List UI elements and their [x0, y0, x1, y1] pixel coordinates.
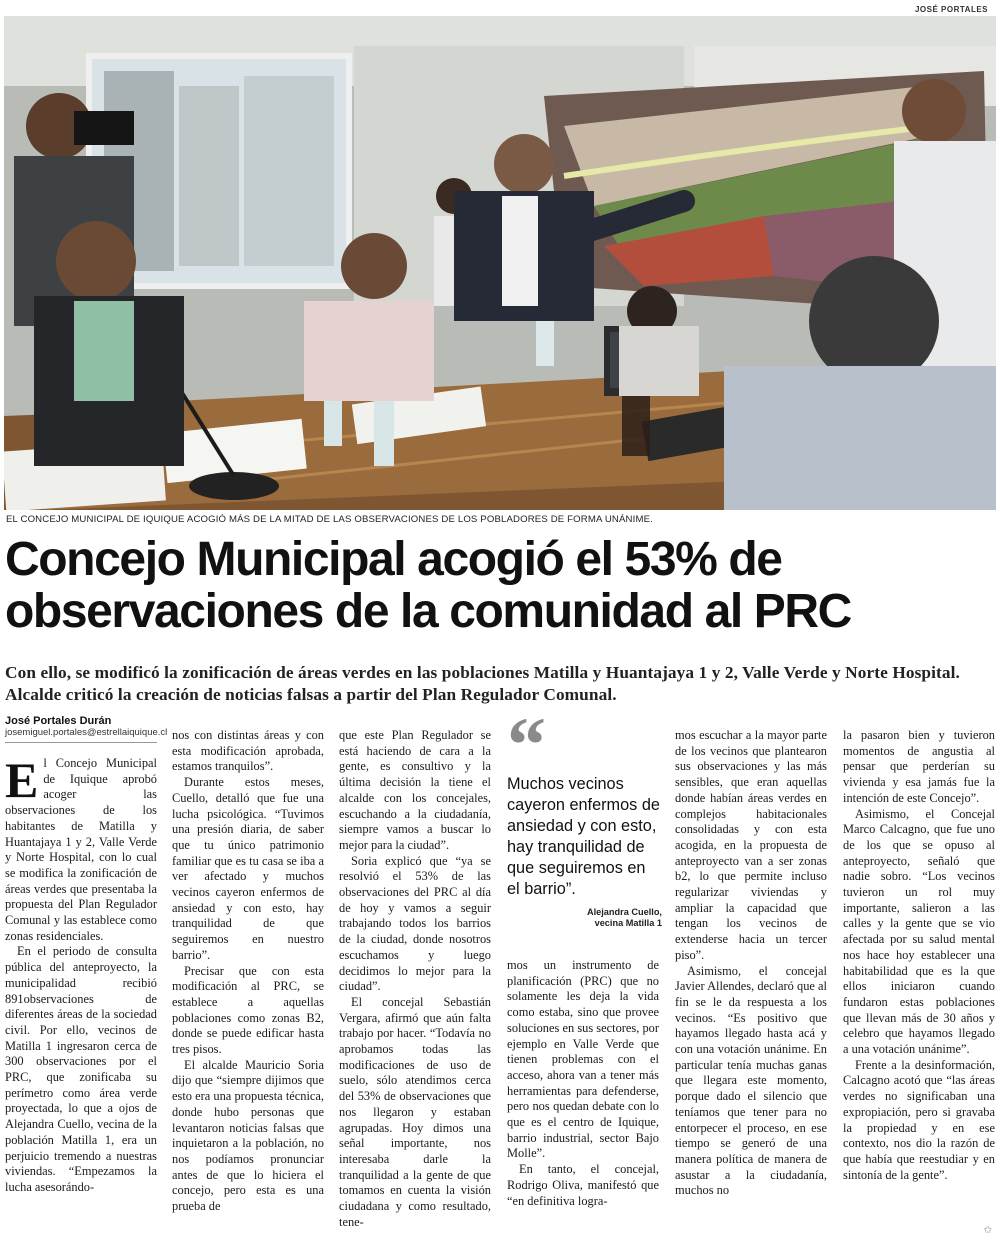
page-credit: JOSÉ PORTALES — [914, 5, 988, 14]
quote-author-name: Alejandra Cuello, — [586, 907, 662, 917]
paragraph-text: l Concejo Municipal de Iquique aprobó acoger las observaciones de los habitantes de Matilla y Huantajaya 1 y 2, Valle Verde y Norte Hospital, con lo cual se modifica la zonificación de áreas verdes que presentaba la propuesta del Plan Regulador Comunal y las establece como zonas residenciales. — [5, 756, 157, 943]
headline-line-2: observaciones de la comunidad al PRC — [5, 585, 851, 638]
article-paragraph: En tanto, el concejal, Rodrigo Oliva, manifestó que “en definitiva logra- — [507, 1162, 659, 1208]
article-column-5 — [675, 728, 827, 1236]
article-paragraph: En el periodo de consulta pública del anteproyecto, la municipalidad recibió 891observaciones de diferentes áreas de la sociedad civil. Por ello, vecinos de Matilla 1 ingresaron cerca de 300 observaciones por el PRC, que zonificaba su perímetro como área verde proyectada, lo que a ojos de Alejandra Cuello, vecina de la población Matilla 1, era un perjuicio tremendo a nuestras viviendas. “Empezamos la lucha asesorándo- — [5, 944, 157, 1194]
byline-email: josemiguel.portales@estrellaiquique.cl — [5, 727, 157, 743]
article-paragraph: Asimismo, el concejal Javier Allendes, declaró que al fin se le da respuesta a los vecinos. “Es positivo que hayamos llegado hasta acá y con una votación unánime. En particular tenía muchas ganas que llegara este momento, porque dado el silencio que teníamos que tener para no entorpecer el proceso, en ese tiempo se generó de una manera política de manera de asustar a la ciudadanía, muchos no — [675, 963, 827, 1198]
article-column-6 — [843, 728, 995, 1236]
article-column-3 — [339, 728, 491, 1236]
article-paragraph: la pasaron bien y tuvieron momentos de angustia al pensar que perderían su vivienda y esa jamás fue la intención de este Concejo”. — [843, 728, 995, 805]
photo-scene — [4, 16, 996, 510]
quote-mark-icon: “ — [507, 701, 546, 788]
article-column-2 — [172, 728, 324, 1236]
article-column-1 — [5, 756, 157, 1236]
headline-line-1: Concejo Municipal acogió el 53% de — [5, 533, 782, 586]
article-paragraph: Durante estos meses, Cuello, detalló que fue una lucha psicológica. “Tuvimos una presión diaria, de saber que tu único patrimonio familiar que es tu casa se iba a ver afectado y muchos vecinos cayeron enfermos de ansiedad y con esto, hay tranquilidad de que seguiremos en nuestro barrio”. — [172, 775, 324, 962]
article-paragraph: El alcalde Mauricio Soria dijo que “siempre dijimos que esto era una propuesta técnica, donde hubo personas que levantaron noticias falsas que inquietaron a la población, no nos podíamos pronunciar antes de que lo hiciera el concejo, pero esta es una prueba de — [172, 1057, 324, 1214]
quote-author-role: vecina Matilla 1 — [594, 918, 662, 928]
article-paragraph: Frente a la desinformación, Calcagno acotó que “las áreas verdes no significaban una expropiación, pero si gravaba la propiedad y en ese contexto, nos dio la razón de que había que reestudiar y en sintonía de la gente”. — [843, 1057, 995, 1182]
quote-author — [507, 907, 662, 929]
dropcap: E — [5, 756, 39, 808]
article-paragraph: mos escuchar a la mayor parte de los vecinos que plantearon sus observaciones y las más sensibles, que eran aquellas donde habían áreas verdes en complejos habitacionales consolidadas y con esta acogida, en la propuesta de anteproyecto van a ser zonas b2, lo que permite incluso regularizar viviendas y ampliar la capacidad que tengan los vecinos de extenderse hacia un tercer piso”. — [675, 728, 827, 962]
byline — [5, 715, 168, 743]
subhead: Con ello, se modificó la zonificación de áreas verdes en las poblaciones Matilla y Huantajaya 1 y 2, Valle Verde y Norte Hospital. Alcalde criticó la creación de noticias falsas a partir del Plan Regulador Comunal. — [5, 663, 960, 704]
byline-name: José Portales Durán — [5, 715, 112, 727]
article-paragraph: El concejal Sebastián Vergara, afirmó que aún falta trabajo por hacer. “Todavía no aprobamos todas las modificaciones de uso de suelo, sólo atendimos cerca del 53% de observaciones que nos llegaron y estaban agrupadas. Hoy dimos una señal importante, nos interesaba darle la tranquilidad a la gente de que tomamos en cuenta la visión ciudadana y como resultado, tene- — [339, 994, 491, 1229]
article-paragraph: mos un instrumento de planificación (PRC) que no solamente les deja la vida como estaba, sino que provee soluciones en sus sectores, por ejemplo en Valle Verde que tienen problemas con el acceso, ahora van a tener más herramientas para defenderse, pero nos quedan debate con lo que es el centro de Iquique, barrio industrial, sector Bajo Molle”. — [507, 958, 659, 1161]
article-paragraph: Soria explicó que “ya se resolvió el 53% de las observaciones del PRC al día de hoy y vamos a seguir trabajando todos los barrios de la ciudad, donde nosotros escuchamos y luego decidimos lo mejor para la ciudad”. — [339, 853, 491, 994]
quote-text: Muchos vecinos cayeron enfermos de ansiedad y con esto, hay tranquilidad de que seguiremos en el barrio”. — [507, 775, 660, 898]
article-paragraph: Precisar que con esta modificación al PRC, se establece a aquellas poblaciones como zonas B2, donde se puede edificar hasta tres pisos. — [172, 963, 324, 1057]
article-column-4 — [507, 958, 659, 1236]
photo-caption: EL CONCEJO MUNICIPAL DE IQUIQUE ACOGIÓ MÁS DE LA MITAD DE LAS OBSERVACIONES DE LOS POBLADORES DE FORMA UNÁNIME. — [6, 514, 653, 525]
article-paragraph: nos con distintas áreas y con esta modificación aprobada, estamos tranquilos”. — [172, 728, 324, 774]
pull-quote — [507, 701, 662, 952]
article-paragraph: que este Plan Regulador se está haciendo de cara a la gente, es consultivo y la última decisión la tiene el alcalde con los concejales, escuchando a la ciudadanía, siempre vamos a buscar lo mejor para la ciudad”. — [339, 728, 491, 852]
headline — [5, 534, 995, 638]
meeting-photo — [4, 16, 996, 510]
article-paragraph — [5, 756, 157, 944]
article-paragraph: Asimismo, el Concejal Marco Calcagno, que fue uno de los que se opuso al anteproyecto, señaló que nadie sobro. “Los vecinos tuvieron un rol muy importante, salieron a las calles y la gente que se vio afectada por su salud mental nos hace hoy establecer una habitabilidad que es la que ellos iniciaron cuando fundaron estas poblaciones que llevan más de 30 años y celebro que hayamos llegado a una votación unánime”. — [843, 806, 995, 1057]
end-star-icon: ✩ — [983, 1225, 992, 1236]
